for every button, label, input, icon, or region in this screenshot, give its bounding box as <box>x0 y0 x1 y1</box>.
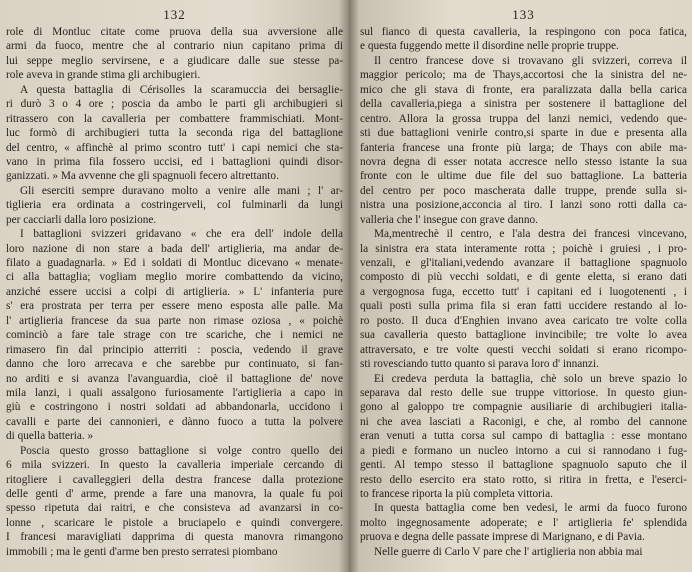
text-line: spesso ripetuta dai raitri, e che consisteva ad avanzarsi in co- <box>6 502 343 515</box>
text-line: della cavalleria,piega a sinistra per sostenere il battaglione del <box>360 98 687 111</box>
text-line: la sinistra era stata interamente rotta ; poichè i gruiesi , i pro- <box>360 242 687 255</box>
page-number: 133 <box>512 7 535 22</box>
text-line: attraversato, e tre volte questi vecchi soldati si erano ricompo- <box>360 343 687 356</box>
text-line: ganizzati. » Ma avvenne che gli spagnuoli fecero altrettanto. <box>6 170 279 183</box>
paragraph <box>6 184 343 227</box>
text-line: per cacciarli dalla loro posizione. <box>6 213 157 226</box>
text-line: immobili ; ma le genti d'arme ben presto serratesi piombano <box>6 545 278 558</box>
text-line: role aveva in grande stima gli archibugieri. <box>6 69 201 82</box>
paragraph <box>6 83 343 184</box>
text-line: In questa battaglia come ben vedesi, le armi da fuoco furono <box>374 502 687 515</box>
text-line: a vergognosa fuga, eccetto tutt' i capitani ed i luogotenenti , i <box>360 285 687 298</box>
text-line: pruova e degna delle passate imprese di Marignano, e di Pavia. <box>360 531 645 544</box>
text-line: sul fianco di questa cavalleria, la respingono con poca fatica, <box>360 26 687 38</box>
text-line: ritogliere i cavalleggieri della destra francese dalla protezione <box>6 473 343 486</box>
text-line: cavalli e parte dei cannonieri, e dànno fuoco a tutta la polvere <box>6 415 343 428</box>
text-line: composto di più vecchi soldati, e di gente eletta, si erano dati <box>360 271 687 284</box>
text-line: separava dal resto delle sue truppe vittoriose. In questo giun- <box>360 386 687 399</box>
paragraph <box>360 25 687 54</box>
text-line: molto ingegnosamente adoperate; e l' artiglieria fe' splendida <box>360 516 687 529</box>
text-line: Il centro francese dove si trovavano gli svizzeri, correva il <box>374 54 687 67</box>
paragraph <box>6 444 343 560</box>
text-line: giù e costringono i nostri soldati ad abbandonarla, uccidono i <box>6 401 343 414</box>
text-line: valleria che l' insegue con grave danno. <box>360 213 539 226</box>
text-line: 6 mila svizzeri. In questo la cavalleria imperiale cercando di <box>6 459 343 472</box>
text-line: fanteria francese una fronte più larga; de Thays con abile ma- <box>360 141 687 154</box>
text-line: novra degna di esser notata accresce nello stesso istante la sua <box>360 155 687 168</box>
text-line: Gli eserciti sempre duravano molto a venire alle mani ; l' ar- <box>20 184 343 197</box>
paragraph <box>360 372 687 502</box>
text-line: luc formò di archibugieri tutta la seconda riga del battaglione <box>6 127 343 140</box>
text-line: mico che gli stava di fronte, era paralizzata dalla bella carica <box>360 83 687 96</box>
text-line: A questa battaglia di Cérisolles la scaramuccia dei bersaglie- <box>20 83 343 96</box>
text-line: lui seppe meglio servirsene, e a giudicare dalle sue stesse pa- <box>6 54 343 67</box>
text-line: sti rovesciando tutto quanto si parava loro d' innanzi. <box>360 358 599 371</box>
text-line: ro posto. Il duca d'Enghien invano avea caricato tre volte colla <box>360 314 687 327</box>
text-line: loro nazione di non stare a bada dell' artiglieria, ma andar de- <box>6 242 343 255</box>
text-line: eran venuti a tutta corsa sul campo di battaglia : esse montano <box>360 430 687 443</box>
text-line: Poscia questo grosso battaglione si volge contro quello dei <box>20 444 343 457</box>
text-line: cominciò a fare tale strage con tre scariche, che i nemici ne <box>6 329 343 342</box>
page-body <box>6 25 343 559</box>
text-line: ri durò 3 o 4 ore ; posciа da ambo le parti gli archibugieri si <box>6 98 343 111</box>
right-page <box>349 0 692 572</box>
text-line: Ma,mentrechè il centro, e l'ala destra dei francesi vincevano, <box>374 228 687 241</box>
page-body <box>360 25 687 559</box>
text-line: delle genti d' arme, prende a fare una manovra, la quale fu poi <box>6 488 343 500</box>
paragraph <box>360 54 687 227</box>
text-line: resto dello esercito era stato rotto, si ritira in fretta, e l'eserci- <box>360 473 687 486</box>
text-line: l' artiglieria francese da sua parte non rimase oziosa , « poichè <box>6 314 343 327</box>
text-line: s' era prostrata per terra per essere meno esposta alle palle. Ma <box>6 300 343 313</box>
paragraph <box>360 501 687 544</box>
text-line: no arditi e si avanza l'avanguardia, cioè il battaglione de' nove <box>6 372 343 385</box>
text-line: lonne , scaricare le pistole a bruciapelo e quindi convergere. <box>6 516 343 529</box>
paragraph <box>6 227 343 444</box>
paragraph <box>360 545 687 559</box>
text-line: del centro, « affinchè al primo scontro tutt' i capi nemici che sta- <box>6 141 343 154</box>
text-line: fronte con le ultime due file del suo battaglione. La batteria <box>360 170 687 183</box>
text-line: danno che loro arrecava e che sarebbe pur continuato, si fan- <box>6 358 343 371</box>
text-line: nistra una posizione,acconcia al tiro. I lanzi sono rotti dalla ca- <box>360 199 687 212</box>
text-line: sti due battaglioni venirle contro,si sparte in due e presenta alla <box>360 127 687 140</box>
paragraph <box>360 227 687 371</box>
text-line: venzali, e gl'italiani,vedendo avanzare il battaglione spagnuolo <box>360 257 687 269</box>
text-line: quali posti sulla prima fila si eran fatti uccidere restando al lo- <box>360 300 687 313</box>
text-line: armi da fuoco, mentre che al contrario niun capitano prima di <box>6 40 343 53</box>
text-line: del centro per poco mascherata dalle truppe, prende sulla si- <box>360 184 687 197</box>
text-line: centro. Allora la grossa truppa del lanzi nemici, vedendo que- <box>360 112 687 125</box>
text-line: filato a guadagnarla. » Ed i soldati di Montluc dicevano « menate- <box>6 257 343 269</box>
text-line: a piedi e formano un nucleo intorno a cui si rannodano i fug- <box>360 444 687 457</box>
text-line: anziché essere uccisi a colpi di artiglieria. » L' infanteria pure <box>6 285 343 298</box>
text-line: mila lanzi, i quali assalgono furiosamente l'artiglieria a capo in <box>6 386 343 399</box>
text-line: tiglieria era ordinata a costringerveli, col fulminarli da lungi <box>6 199 343 212</box>
text-line: vano in prima fila fossero uccisi, ed i battaglioni quindi disor- <box>6 155 343 168</box>
text-line: I francesi maravigliati dapprima di questa manovra rimangono <box>6 531 343 544</box>
text-line: e questa fuggendo mette il disordine nelle proprie truppe. <box>360 40 619 53</box>
text-line: role di Montluc citate come pruova della sua avversione alle <box>6 26 343 38</box>
page-number: 132 <box>163 7 186 22</box>
text-line: ci alla battaglia; vogliam meglio morire combattendo da vicino, <box>6 271 343 284</box>
text-line: rimasero fin dal principio atterriti : poscia, vedendo il grave <box>6 343 343 356</box>
text-line: ni che avea lasciati a Raconigi, e che, al rombo del cannone <box>360 415 687 428</box>
text-line: maggior pericolo; ma de Thays,accortosi che la sinistra del ne- <box>360 69 687 82</box>
text-line: di quella batteria. » <box>6 430 94 443</box>
text-line: to francese riporta la più completa vittoria. <box>360 488 553 500</box>
text-line: Ei credeva perduta la battaglia, chè solo un breve spazio lo <box>374 372 687 385</box>
text-line: Nelle guerre di Carlo V pare che l' artiglieria non abbia mai <box>374 545 643 558</box>
text-line: I battaglioni svizzeri gridavano « che era dell' indole della <box>20 228 343 241</box>
text-line: genti. Al tempo stesso il battaglione spagnuolo saputo che il <box>360 459 687 472</box>
text-line: ritrassero con la cavalleria per combattere frammischiati. Mont- <box>6 112 343 125</box>
text-line: sua cavalleria questo battaglione invincibile; tre volte lo avea <box>360 329 687 342</box>
text-line: gono al galoppo tre compagnie ausiliarie di archibugieri italia- <box>360 401 687 414</box>
paragraph <box>6 25 343 83</box>
